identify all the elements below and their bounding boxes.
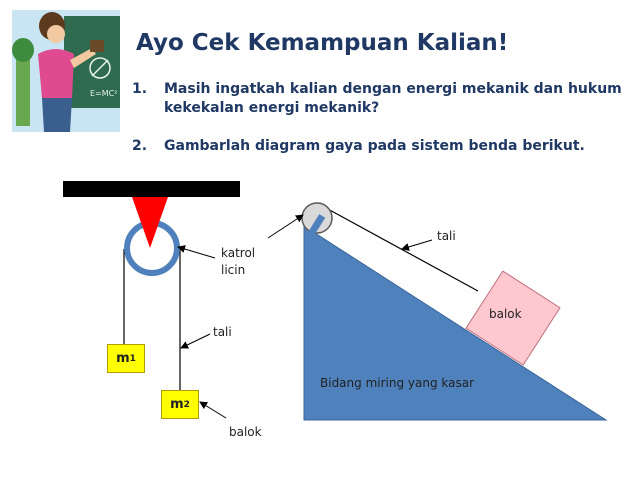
question-2-text: Gambarlah diagram gaya pada sistem benda berikut. <box>164 138 585 154</box>
incline-pulley-arrow <box>268 215 303 238</box>
incline-rope-arrow <box>402 240 432 249</box>
question-2-number: 2. <box>132 138 148 154</box>
pulley-rope-label: tali <box>213 325 232 339</box>
page-title: Ayo Cek Kemampuan Kalian! <box>136 30 509 56</box>
incline-block-label: balok <box>489 307 522 321</box>
incline-surface-label: Bidang miring yang kasar <box>320 376 475 390</box>
incline-rope-label: tali <box>437 229 456 243</box>
pulley-label-katrol: katrol <box>221 246 256 260</box>
mass-2-block <box>161 390 199 419</box>
question-1-number: 1. <box>132 81 148 97</box>
mass-1-subscript: 1 <box>129 353 136 364</box>
incline-plane <box>304 226 606 420</box>
pulley-label-arrow <box>178 247 215 258</box>
pulley-block-label: balok <box>229 425 262 439</box>
svg-text:E=MC²: E=MC² <box>90 89 118 98</box>
pulley-label-licin: licin <box>221 263 246 277</box>
mass-2-symbol: m <box>170 397 184 412</box>
mass-1-symbol: m <box>116 351 130 366</box>
block-label-arrow <box>200 402 226 418</box>
rope-label-arrow <box>181 334 210 348</box>
mass-1-block <box>107 344 145 373</box>
mass-2-subscript: 2 <box>183 399 190 410</box>
ceiling-support <box>63 181 240 197</box>
question-1-text: Masih ingatkah kalian dengan energi mekanik dan hukum kekekalan energi mekanik? <box>164 81 622 116</box>
